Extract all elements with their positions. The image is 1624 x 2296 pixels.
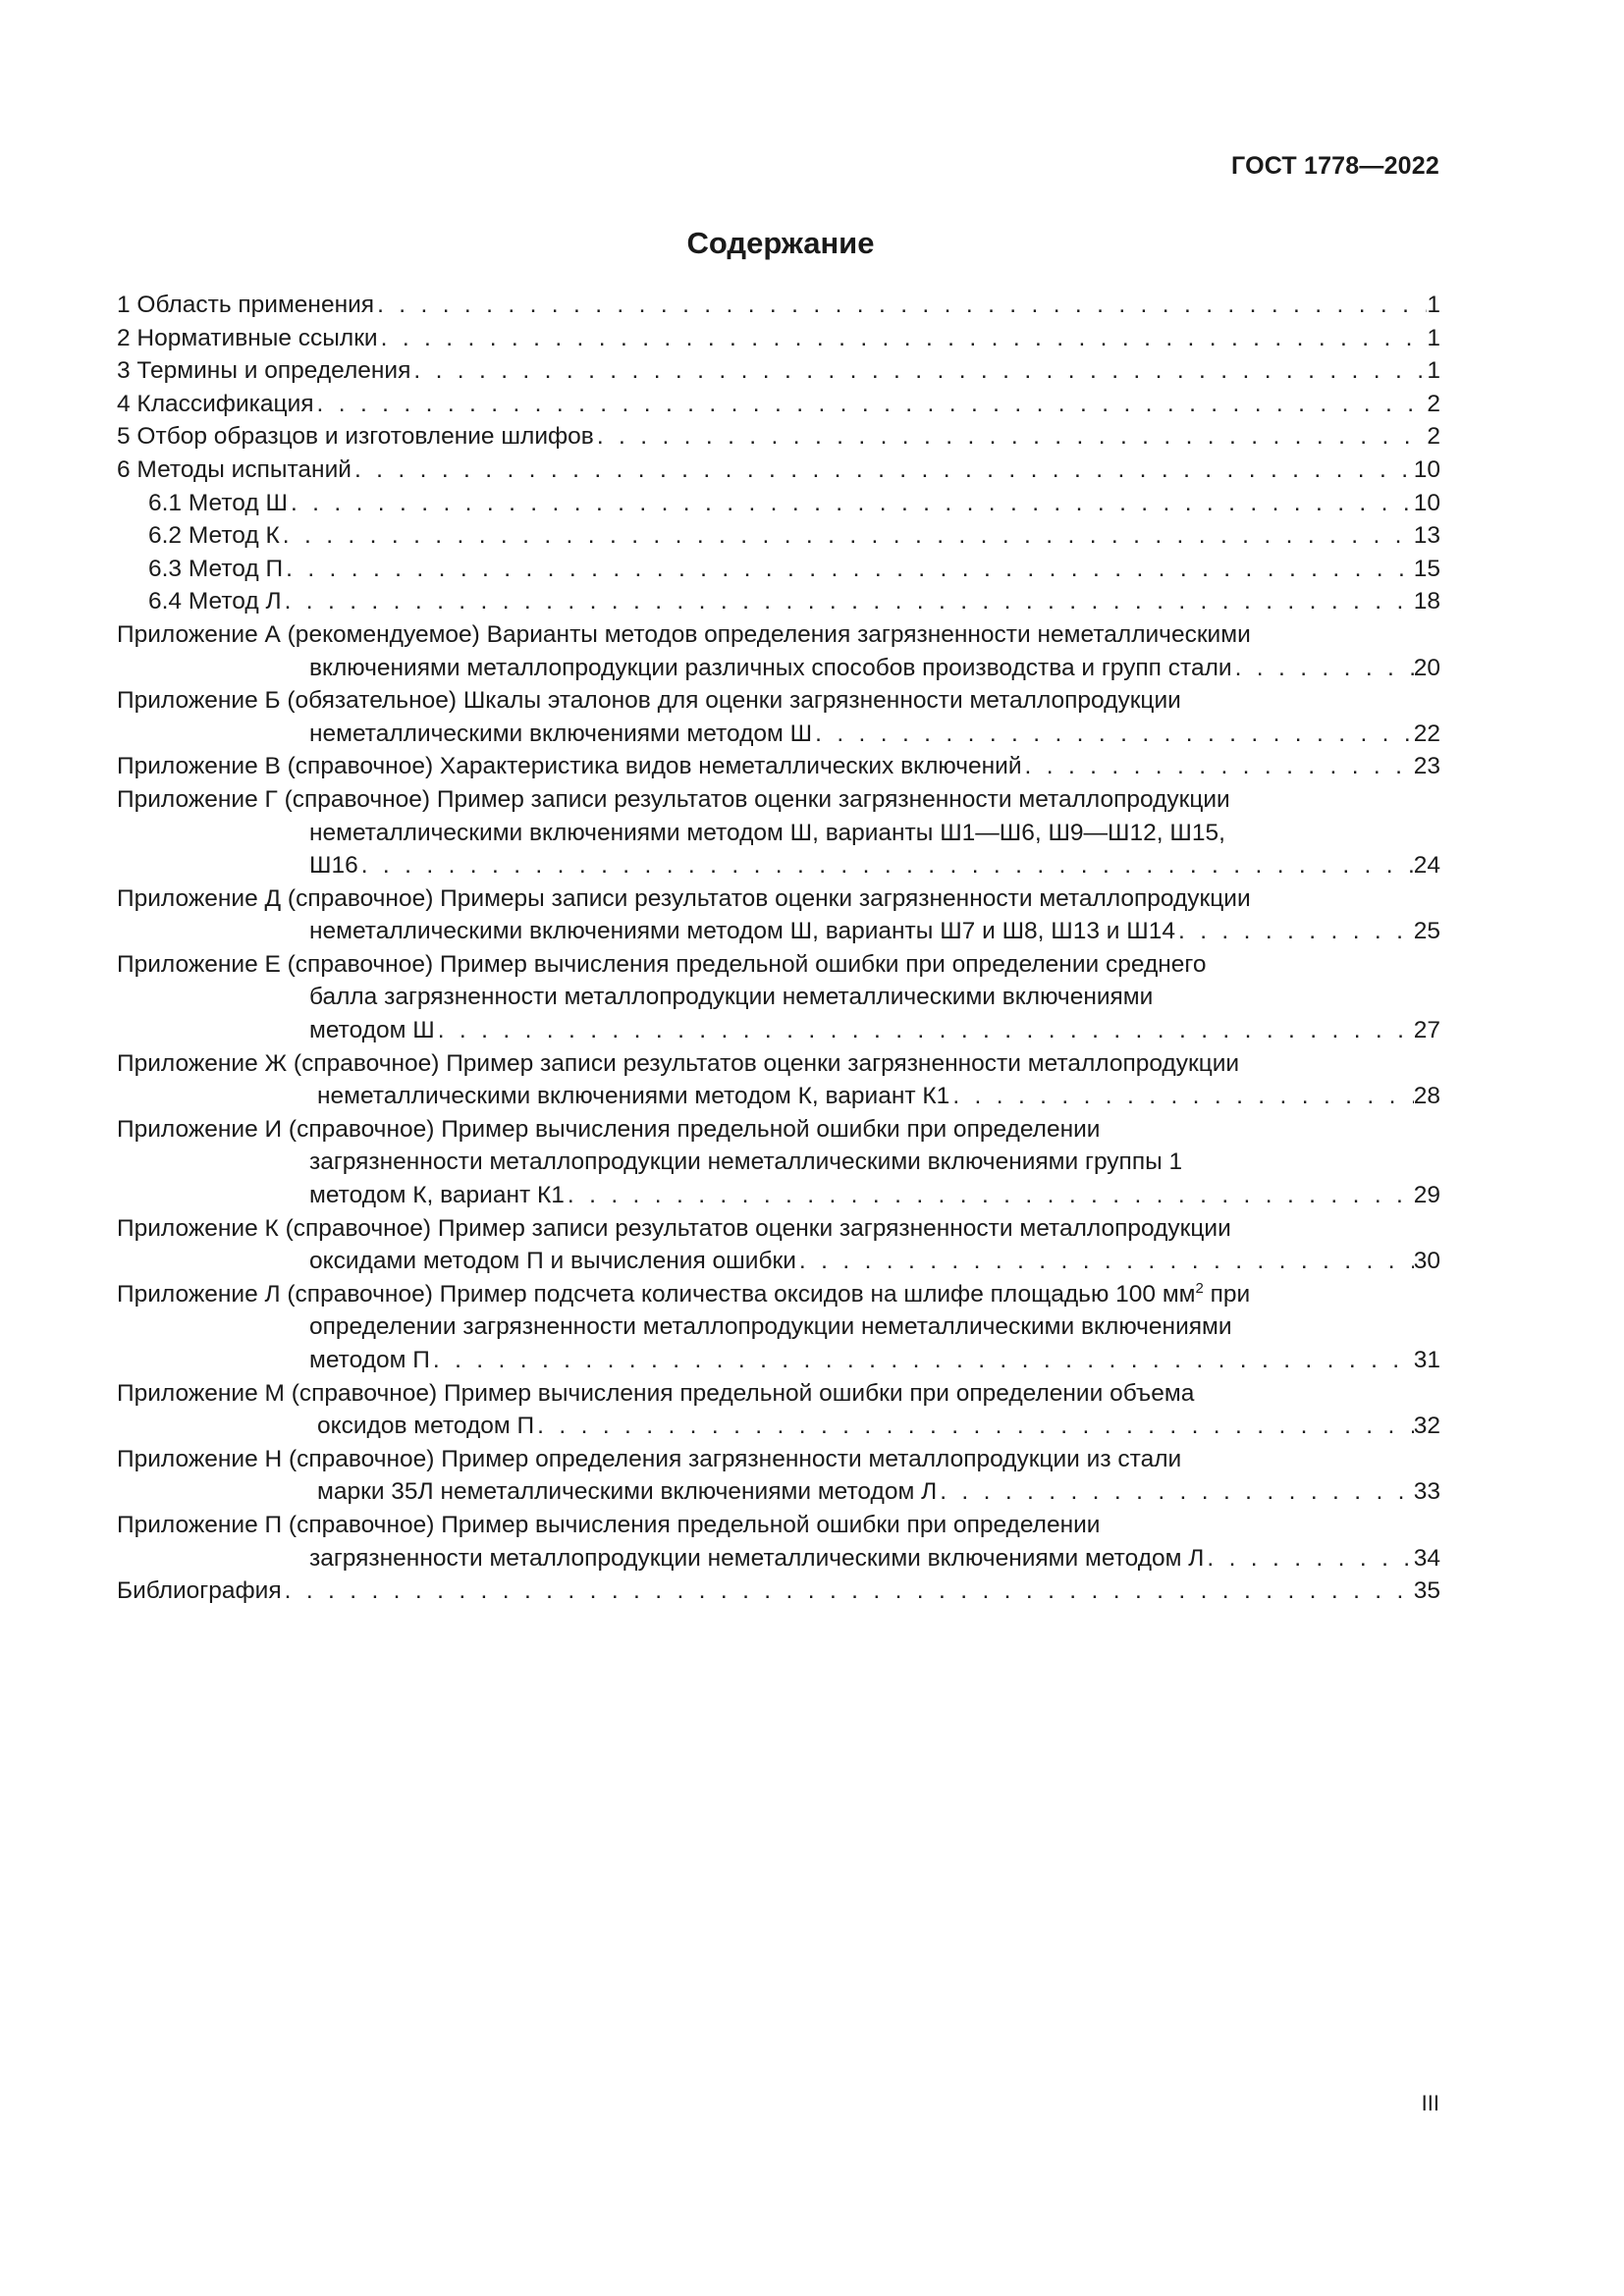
toc-entry-appendix-e[interactable]: Приложение Е (справочное) Пример вычисления предельной ошибки при определении среднего балла загрязненности металлопродукции неметаллическими включениями методом Ш . . . 27 — [117, 948, 1440, 1047]
document-code: ГОСТ 1778—2022 — [1231, 152, 1439, 180]
toc-entry-bibliography[interactable]: Библиография . . . 35 — [117, 1575, 1440, 1608]
toc-entry-appendix-b[interactable]: Приложение Б (обязательное) Шкалы эталонов для оценки загрязненности металлопродукции неметаллическими включениями методом Ш . . . 22 — [117, 684, 1440, 750]
toc-entry-appendix-i[interactable]: Приложение И (справочное) Пример вычисления предельной ошибки при определении загрязненности металлопродукции неметаллическими включениями группы 1 методом К, вариант К1 . . . 29 — [117, 1113, 1440, 1212]
toc-entry-6-3[interactable]: 6.3 Метод П . . . 15 — [117, 553, 1440, 586]
toc-entry-appendix-d[interactable]: Приложение Д (справочное) Примеры записи результатов оценки загрязненности металлопродукции неметаллическими включениями методом Ш, варианты Ш7 и Ш8, Ш13 и Ш14 . . . 25 — [117, 882, 1440, 948]
toc-entry-5[interactable]: 5 Отбор образцов и изготовление шлифов . . . 2 — [117, 420, 1440, 454]
toc-entry-3[interactable]: 3 Термины и определения . . . 1 — [117, 354, 1440, 388]
toc-entry-6-1[interactable]: 6.1 Метод Ш . . . 10 — [117, 487, 1440, 520]
toc-entry-6-4[interactable]: 6.4 Метод Л . . . 18 — [117, 585, 1440, 618]
toc-entry-appendix-a[interactable]: Приложение А (рекомендуемое) Варианты методов определения загрязненности неметаллическими включениями металлопродукции различных способов производства и групп стали . . . 20 — [117, 618, 1440, 684]
toc-entry-appendix-zh[interactable]: Приложение Ж (справочное) Пример записи результатов оценки загрязненности металлопродукции неметаллическими включениями методом К, вариант К1 . . . 28 — [117, 1047, 1440, 1113]
toc-entry-2[interactable]: 2 Нормативные ссылки . . . 1 — [117, 322, 1440, 355]
toc-entry-6[interactable]: 6 Методы испытаний . . . 10 — [117, 454, 1440, 487]
toc-entry-1[interactable]: 1 Область применения . . . 1 — [117, 289, 1440, 322]
toc-entry-appendix-m[interactable]: Приложение М (справочное) Пример вычисления предельной ошибки при определении объема оксидов методом П . . . 32 — [117, 1377, 1440, 1443]
toc-entry-6-2[interactable]: 6.2 Метод К . . . 13 — [117, 519, 1440, 553]
toc-entry-appendix-k[interactable]: Приложение К (справочное) Пример записи результатов оценки загрязненности металлопродукции оксидами методом П и вычисления ошибки . . . 30 — [117, 1212, 1440, 1278]
page-title: Содержание — [686, 226, 875, 260]
table-of-contents — [117, 289, 1440, 1608]
toc-entry-appendix-g[interactable]: Приложение Г (справочное) Пример записи результатов оценки загрязненности металлопродукции неметаллическими включениями методом Ш, варианты Ш1—Ш6, Ш9—Ш12, Ш15, Ш16 . . . 24 — [117, 783, 1440, 882]
toc-entry-appendix-v[interactable]: Приложение В (справочное) Характеристика видов неметаллических включений . . . 23 — [117, 750, 1440, 783]
toc-entry-appendix-n[interactable]: Приложение Н (справочное) Пример определения загрязненности металлопродукции из стали марки 35Л неметаллическими включениями методом Л . . . 33 — [117, 1443, 1440, 1509]
toc-entry-4[interactable]: 4 Классификация . . . 2 — [117, 388, 1440, 421]
toc-entry-appendix-l[interactable]: Приложение Л (справочное) Пример подсчета количества оксидов на шлифе площадью 100 $мм^2$ при определении загрязненности металлопродукции неметаллическими включениями методом П . . . 31 — [117, 1278, 1440, 1377]
page-number: III — [1421, 2091, 1439, 2115]
toc-entry-appendix-p[interactable]: Приложение П (справочное) Пример вычисления предельной ошибки при определении загрязненности металлопродукции неметаллическими включениями методом Л . . . 34 — [117, 1509, 1440, 1575]
